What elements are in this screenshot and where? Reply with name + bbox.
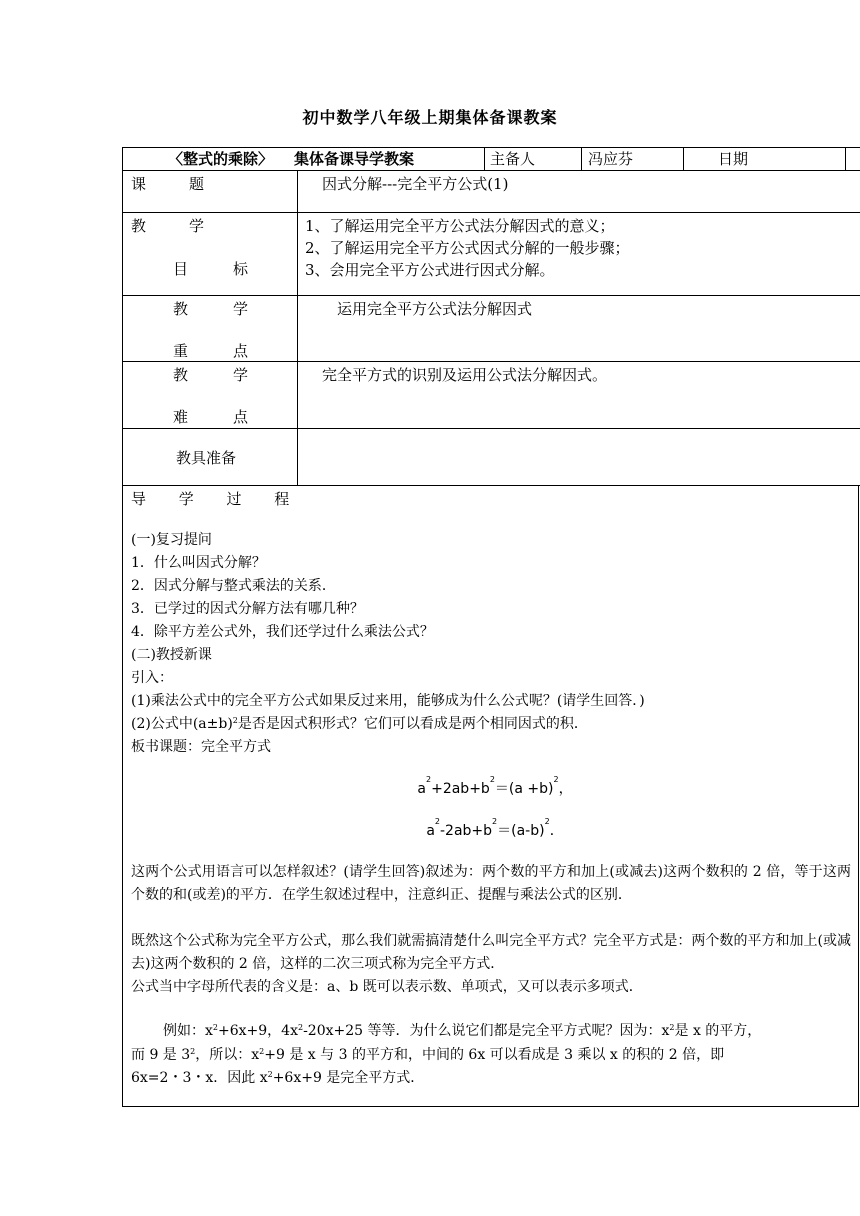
superscript: 2 bbox=[434, 817, 440, 826]
table-line bbox=[122, 361, 860, 362]
text-span: -2ab+b bbox=[440, 823, 493, 839]
key-point-value: 运用完全平方公式法分解因式 bbox=[337, 300, 533, 318]
text-span: 例如：x bbox=[163, 1023, 213, 1039]
lead-teacher-name: 冯应芬 bbox=[588, 150, 634, 168]
topic-label-char: 课 bbox=[131, 175, 147, 193]
example-line bbox=[131, 1045, 724, 1065]
text-span: 而 9 是 3 bbox=[131, 1047, 191, 1063]
table-bottom-border bbox=[122, 1106, 859, 1107]
intro-text bbox=[131, 714, 588, 734]
review-question: 3．已学过的因式分解方法有哪几种？ bbox=[131, 601, 364, 617]
superscript: 2 bbox=[489, 775, 495, 784]
paragraph: 公式当中字母所代表的含义是：a、b 既可以表示数、单项式，又可以表示多项式． bbox=[131, 979, 643, 995]
lead-teacher-label: 主备人 bbox=[490, 150, 536, 168]
superscript: 2 bbox=[297, 1023, 304, 1032]
chapter-label: 〈整式的乘除〉 bbox=[168, 150, 274, 168]
intro-label: 引入： bbox=[131, 670, 173, 686]
header-divider bbox=[683, 147, 684, 170]
table-line bbox=[122, 295, 860, 296]
difficulty-label-char: 学 bbox=[233, 366, 249, 384]
date-label: 日期 bbox=[718, 150, 749, 168]
example-line bbox=[131, 1068, 424, 1088]
text-span: 6x=2・3・x．因此 x bbox=[131, 1070, 268, 1086]
difficulty-label-char: 难 bbox=[173, 408, 189, 426]
intro-text: (1)乘法公式中的完全平方公式如果反过来用，能够成为什么公式呢？(请学生回答．) bbox=[131, 693, 645, 709]
table-line bbox=[122, 428, 860, 429]
goal-item: 2、了解运用完全平方公式因式分解的一般步骤； bbox=[305, 239, 630, 257]
superscript: 2 bbox=[492, 817, 498, 826]
superscript: 2 bbox=[212, 1023, 218, 1032]
text-span: ． bbox=[549, 823, 564, 839]
board-title: 板书课题：完全平方式 bbox=[131, 739, 271, 755]
text-span: 是 x 的平方， bbox=[674, 1023, 762, 1039]
difficulty-label-char: 点 bbox=[233, 408, 249, 426]
superscript: 2 bbox=[267, 1070, 273, 1079]
text-span: ，所以：x bbox=[195, 1047, 260, 1063]
goal-item: 1、了解运用完全平方公式法分解因式的意义； bbox=[305, 217, 615, 235]
text-span: ， bbox=[558, 781, 573, 797]
superscript: 2 bbox=[669, 1023, 675, 1032]
difficulty-label-char: 教 bbox=[173, 366, 189, 384]
table-top-border bbox=[122, 147, 860, 148]
text-span: +6x+9，4x bbox=[218, 1023, 298, 1039]
example-line bbox=[163, 1021, 761, 1041]
superscript: 2 bbox=[232, 716, 238, 725]
header-divider bbox=[484, 147, 485, 170]
paragraph: 既然这个公式称为完全平方公式，那么我们就需搞清楚什么叫完全平方式？完全平方式是：两个数的平方和加上(或减去)这两个数积的 2 倍，这样的二次三项式称为完全平方式． bbox=[131, 933, 851, 972]
superscript: 2 bbox=[190, 1047, 196, 1056]
header-divider bbox=[581, 147, 582, 170]
formula-sum-square bbox=[0, 775, 860, 798]
key-label-char: 教 bbox=[173, 300, 189, 318]
lesson-type-label: 集体备课导学教案 bbox=[294, 150, 415, 168]
text-span: +6x+9 是完全平方式． bbox=[272, 1070, 425, 1086]
text-span: +2ab+b bbox=[431, 781, 490, 797]
header-divider bbox=[845, 147, 846, 170]
review-question: 2．因式分解与整式乘法的关系． bbox=[131, 578, 336, 594]
table-line bbox=[122, 170, 860, 171]
text-span: +9 是 x 与 3 的平方和，中间的 6x 可以看成是 3 乘以 x 的积的 2 倍，即 bbox=[264, 1047, 725, 1063]
key-label-char: 点 bbox=[233, 342, 249, 360]
table-label-divider bbox=[297, 170, 298, 485]
document-title: 初中数学八年级上期集体备课教案 bbox=[302, 108, 558, 127]
goal-label-char: 标 bbox=[233, 260, 249, 278]
text-span: ＝(a +b) bbox=[494, 781, 554, 797]
paragraph: 这两个公式用语言可以怎样叙述？(请学生回答)叙述为：两个数的平方和加上(或减去)这两个数积的 2 倍，等于这两个数的和(或差)的平方．在学生叙述过程中，注意纠正、提醒与乘法公式的区别． bbox=[131, 864, 851, 903]
table-line bbox=[122, 485, 860, 486]
key-label-char: 重 bbox=[173, 342, 189, 360]
section-heading: (一)复习提问 bbox=[131, 532, 212, 548]
superscript: 2 bbox=[259, 1047, 265, 1056]
formula-difference-square bbox=[0, 817, 860, 840]
review-question: 1．什么叫因式分解？ bbox=[131, 555, 266, 571]
topic-label-char: 题 bbox=[189, 175, 205, 193]
text-span: a bbox=[417, 781, 426, 797]
review-question: 4．除平方差公式外，我们还学过什么乘法公式？ bbox=[131, 624, 434, 640]
difficulty-value: 完全平方式的识别及运用公式法分解因式。 bbox=[322, 366, 608, 384]
section-heading: (二)教授新课 bbox=[131, 647, 212, 663]
tools-label: 教具准备 bbox=[176, 449, 237, 467]
superscript: 2 bbox=[544, 817, 550, 826]
goal-item: 3、会用完全平方公式进行因式分解。 bbox=[305, 261, 555, 279]
table-left-border bbox=[122, 147, 123, 1106]
superscript: 2 bbox=[553, 775, 559, 784]
goal-label-char: 目 bbox=[173, 260, 189, 278]
text-span: a bbox=[426, 823, 435, 839]
goal-label-char: 学 bbox=[189, 217, 205, 235]
process-heading: 导 学 过 程 bbox=[131, 490, 304, 508]
text-span: (2)公式中(a±b) bbox=[131, 716, 233, 732]
superscript: 2 bbox=[426, 775, 432, 784]
text-span: 是否是因式积形式？它们可以看成是两个相同因式的积． bbox=[237, 716, 588, 732]
key-label-char: 学 bbox=[233, 300, 249, 318]
table-line bbox=[122, 212, 860, 213]
topic-value: 因式分解---完全平方公式(1) bbox=[322, 175, 509, 193]
text-span: -20x+25 等等．为什么说它们都是完全平方式呢？因为：x bbox=[303, 1023, 670, 1039]
goal-label-char: 教 bbox=[131, 217, 147, 235]
text-span: ＝(a-b) bbox=[497, 823, 545, 839]
